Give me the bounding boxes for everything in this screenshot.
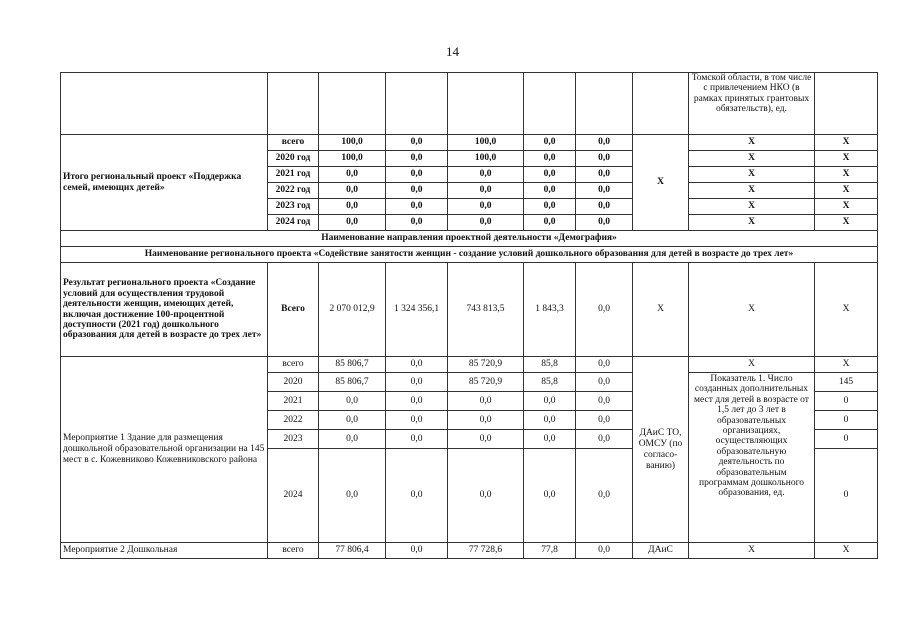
itogo-row: Итого региональный проект «Поддержка семей, имеющих детей» всего 100,0 0,0 100,0 0,0 0,0 X X X <box>61 135 878 151</box>
project-title: Наименование регионального проекта «Содействие занятости женщин - создание условий дошкольного образования для детей в возрасте до трех лет» <box>61 247 878 263</box>
event1-row: 2022 0,0 0,0 0,0 0,0 0,0 0 <box>61 411 878 430</box>
project-title-row <box>61 247 878 263</box>
event1-responsible: ДАиС ТО, ОМСУ (по согласо-ванию) <box>633 357 689 543</box>
itogo-row: 2021 год 0,0 0,0 0,0 0,0 0,0 X X <box>61 167 878 183</box>
itogo-row: 2020 год 100,0 0,0 100,0 0,0 0,0 X X <box>61 151 878 167</box>
indicator-1-text: Показатель 1. Число созданных дополнительных мест для детей в возрасте от 1,5 лет до 3 лет в образовательных организациях, осуществляющих образовательную деятельность по образовательным программам дошкольного образования, ед. <box>689 373 815 543</box>
itogo-row: 2022 год 0,0 0,0 0,0 0,0 0,0 X X <box>61 183 878 199</box>
event2-row: Мероприятие 2 Дошкольная всего 77 806,4 0,0 77 728,6 77,8 0,0 ДАиС X X <box>61 543 878 559</box>
itogo-row: 2024 год 0,0 0,0 0,0 0,0 0,0 X X <box>61 215 878 231</box>
result-row: Результат регионального проекта «Создание условий для осуществления трудовой деятельности женщин, имеющих детей, включая достижение 100-процентной доступности (2021 год) дошкольного образования для детей в возрасте до трех лет» Всего 2 070 012,9 1 324 356,1 743 813,5 1 843,3 0,0 X X X <box>61 263 878 357</box>
result-name: Результат регионального проекта «Создание условий для осуществления трудовой деятельности женщин, имеющих детей, включая достижение 100-процентной доступности (2021 год) дошкольного образования для детей в возрасте до трех лет» <box>61 263 268 357</box>
event1-row: 2023 0,0 0,0 0,0 0,0 0,0 0 <box>61 430 878 449</box>
itogo-row: 2023 год 0,0 0,0 0,0 0,0 0,0 X X <box>61 199 878 215</box>
event2-name: Мероприятие 2 Дошкольная <box>61 543 268 559</box>
page-number: 14 <box>446 44 459 59</box>
event1-row: 2021 0,0 0,0 0,0 0,0 0,0 0 <box>61 392 878 411</box>
event1-row: 2024 0,0 0,0 0,0 0,0 0,0 0 <box>61 449 878 543</box>
event1-name: Мероприятие 1 Здание для размещения дошкольной образовательной организации на 145 мест в с. Кожевниково Кожевниковского района <box>61 357 268 543</box>
budget-table <box>60 72 878 559</box>
continuation-row <box>61 73 878 135</box>
event1-row: 2020 85 806,7 0,0 85 720,9 85,8 0,0 Показатель 1. Число созданных дополнительных мест для детей в возрасте от 1,5 лет до 3 лет в образовательных организациях, осуществляющих образовательную деятельность по образовательным программам дошкольного образования, ед. 145 <box>61 373 878 392</box>
direction-title-row <box>61 231 878 247</box>
direction-title: Наименование направления проектной деятельности «Демография» <box>61 231 878 247</box>
partner-text: Томской области, в том числе с привлечением НКО (в рамках принятых грантовых обязательств), ед. <box>689 73 815 135</box>
itogo-name: Итого региональный проект «Поддержка семей, имеющих детей» <box>61 135 268 231</box>
event1-row: Мероприятие 1 Здание для размещения дошкольной образовательной организации на 145 мест в с. Кожевниково Кожевниковского района всего 85 806,7 0,0 85 720,9 85,8 0,0 ДАиС ТО, ОМСУ (по согласо-ванию) X X <box>61 357 878 373</box>
itogo-responsible: X <box>633 135 689 231</box>
